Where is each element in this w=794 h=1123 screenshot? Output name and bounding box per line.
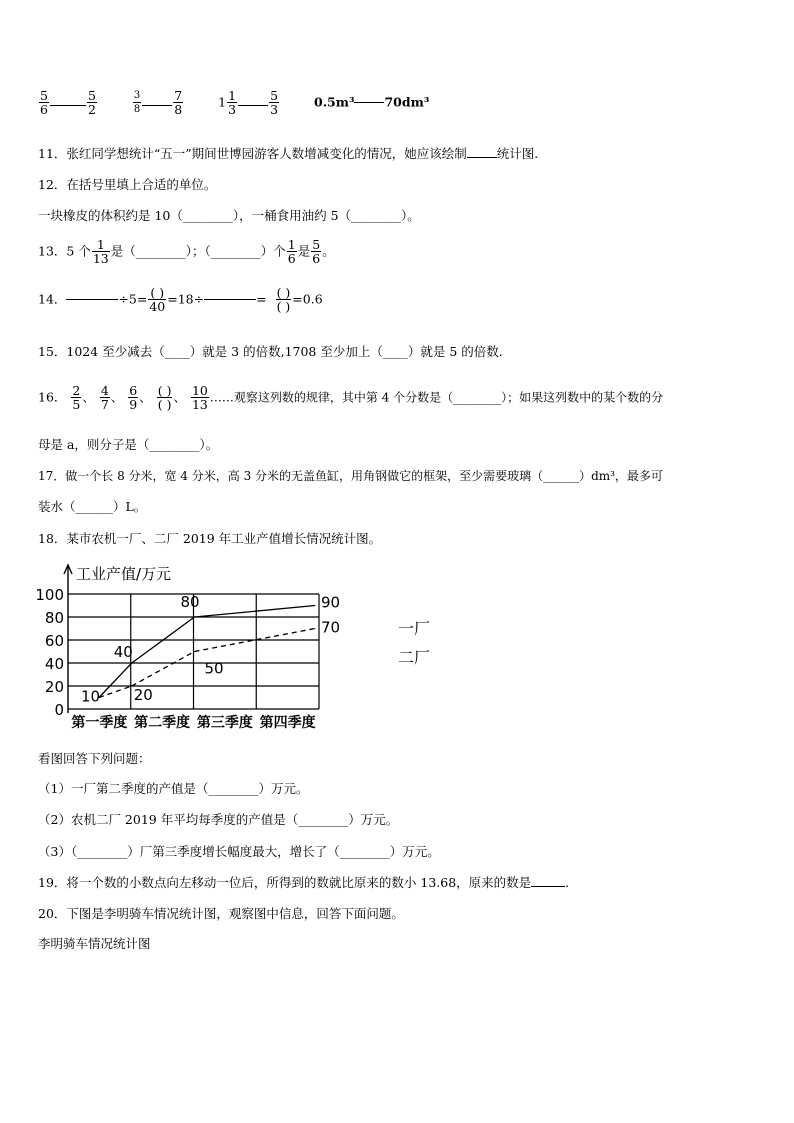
series-1-point xyxy=(315,605,316,606)
question-17-line1: 17．做一个长 8 分米，宽 4 分米，高 3 分米的无盖鱼缸，用角钢做它的框架，至少需要玻璃（______）dm³，最多可 xyxy=(38,469,663,483)
legend-factory-1: 一厂 xyxy=(398,619,431,638)
x-category-label: 第二季度 xyxy=(134,715,191,731)
data-label: 10 xyxy=(81,687,101,706)
answer-blank[interactable] xyxy=(531,886,565,887)
question-16-line2: 母是 a，则分子是（________）。 xyxy=(38,437,219,452)
fraction: $\frac{5}{2}$ xyxy=(87,88,96,117)
series-1-segment xyxy=(195,606,316,618)
compare-row xyxy=(38,89,429,116)
fraction: $\frac{10}{13}$ xyxy=(191,383,208,412)
y-tick-label: 60 xyxy=(44,632,64,650)
question-18-sub3: （3）（________）厂第三季度增长幅度最大，增长了（________）万元。 xyxy=(38,844,440,859)
series-2-point xyxy=(315,628,316,629)
question-18-sub2: （2）农机二厂 2019 年平均每季度的产值是（________）万元。 xyxy=(38,812,399,827)
question-text: 11．张红同学想统计“五一”期间世博园游客人数增减变化的情况，她应该绘制 xyxy=(38,146,467,161)
data-label: 50 xyxy=(204,659,224,678)
y-tick-label: 0 xyxy=(54,701,64,719)
x-category-label: 第三季度 xyxy=(196,715,253,731)
unit-left: 0.5m³ xyxy=(314,94,355,110)
data-label: 20 xyxy=(133,686,153,704)
data-label: 40 xyxy=(113,643,133,661)
unit-right: 70dm³ xyxy=(384,94,430,110)
question-16: 16． $\frac{2}{5}$ 、 $\frac{4}{7}$ 、 $\frac{6}{9}$ 、 $\frac{( )}{( )}$ 、 $\frac{10}{13}$ ……观察这列数的规律，其中第 4 个分数是（________）；如果这列数中的某个数的分 xyxy=(38,383,664,412)
question-12-title: 12．在括号里填上合适的单位。 xyxy=(38,177,217,192)
question-18-title: 18．某市农机一厂、二厂 2019 年工业产值增长情况统计图。 xyxy=(38,531,382,546)
question-20: 20．下图是李明骑车情况统计图，观察图中信息，回答下面问题。 xyxy=(38,906,404,921)
question-18-sub1: （1）一厂第二季度的产值是（________）万元。 xyxy=(38,781,309,796)
answer-blank[interactable] xyxy=(50,105,86,106)
question-13: 13．5 个 $\frac{1}{13}$ 是（________）；（________）个 $\frac{1}{6}$ 是 $\frac{5}{6}$ 。 xyxy=(38,237,335,266)
fraction: $\frac{5}{6}$ xyxy=(40,88,48,117)
answer-blank[interactable] xyxy=(467,157,497,158)
y-axis-label: 工业产值/万元 xyxy=(76,565,172,583)
legend-factory-2: 二厂 xyxy=(398,648,431,667)
data-label: 90 xyxy=(321,593,341,612)
question-15: 15．1024 至少减去（____）就是 3 的倍数,1708 至少加上（____）就是 5 的倍数. xyxy=(38,344,503,359)
answer-blank[interactable] xyxy=(142,105,172,106)
question-18-read: 看图回答下列问题： xyxy=(38,751,151,766)
fraction: $\frac{5}{6}$ xyxy=(312,237,321,266)
question-11 xyxy=(38,146,538,162)
question-20-chart-title: 李明骑车情况统计图 xyxy=(38,936,151,951)
question-14: 14． ÷5= $\frac{( )}{40}$ =18÷ = $\frac{( )}{( )}$ =0.6 xyxy=(38,285,323,314)
y-tick-label: 20 xyxy=(44,678,64,696)
fraction: $\frac{5}{3}$ xyxy=(270,88,279,117)
fraction: $\frac{7}{8}$ xyxy=(174,88,183,117)
question-19 xyxy=(38,875,569,891)
answer-blank[interactable] xyxy=(66,299,118,300)
fraction: $\frac{4}{7}$ xyxy=(100,383,109,412)
chart-svg xyxy=(36,562,376,738)
fraction: $\frac{6}{9}$ xyxy=(129,383,138,412)
y-tick-label: 40 xyxy=(44,655,64,673)
answer-blank[interactable] xyxy=(238,105,268,106)
series-1-segment xyxy=(99,663,132,698)
fraction: $\frac{1}{6}$ xyxy=(287,237,296,266)
series-2-point xyxy=(194,651,195,652)
y-tick-label: 100 xyxy=(36,586,64,604)
series-1-point xyxy=(131,663,132,664)
series-1-point xyxy=(194,617,195,618)
fraction: $\frac{( )}{( )}$ xyxy=(157,383,172,412)
question-text: . xyxy=(565,875,570,890)
series-2-point xyxy=(131,686,132,687)
answer-blank[interactable] xyxy=(204,299,256,300)
question-text: 统计图. xyxy=(496,146,539,161)
fraction: $\frac{( )}{( )}$ xyxy=(276,285,291,314)
question-text: 19．将一个数的小数点向左移动一位后，所得到的数就比原来的数小 13.68，原来的数是 xyxy=(38,875,532,890)
y-tick-label: 80 xyxy=(44,609,64,627)
answer-blank[interactable] xyxy=(354,102,384,103)
data-label: 70 xyxy=(321,618,341,637)
industrial-output-chart xyxy=(36,562,376,738)
fraction: $\frac{2}{5}$ xyxy=(72,383,81,412)
fraction: $\frac{1}{3}$ xyxy=(228,88,237,117)
fraction: $\frac{3}{8}$ xyxy=(133,90,141,115)
question-17-line2: 装水（______）L。 xyxy=(38,499,147,514)
x-category-label: 第四季度 xyxy=(259,715,316,731)
data-label: 80 xyxy=(180,593,200,611)
question-12-line: 一块橡皮的体积约是 10（________），一桶食用油约 5（________）。 xyxy=(38,208,420,223)
fraction: $\frac{1}{13}$ xyxy=(92,237,109,266)
mixed-whole: 1 xyxy=(218,94,227,110)
fraction: $\frac{( )}{40}$ xyxy=(149,285,166,314)
x-category-label: 第一季度 xyxy=(71,715,128,731)
